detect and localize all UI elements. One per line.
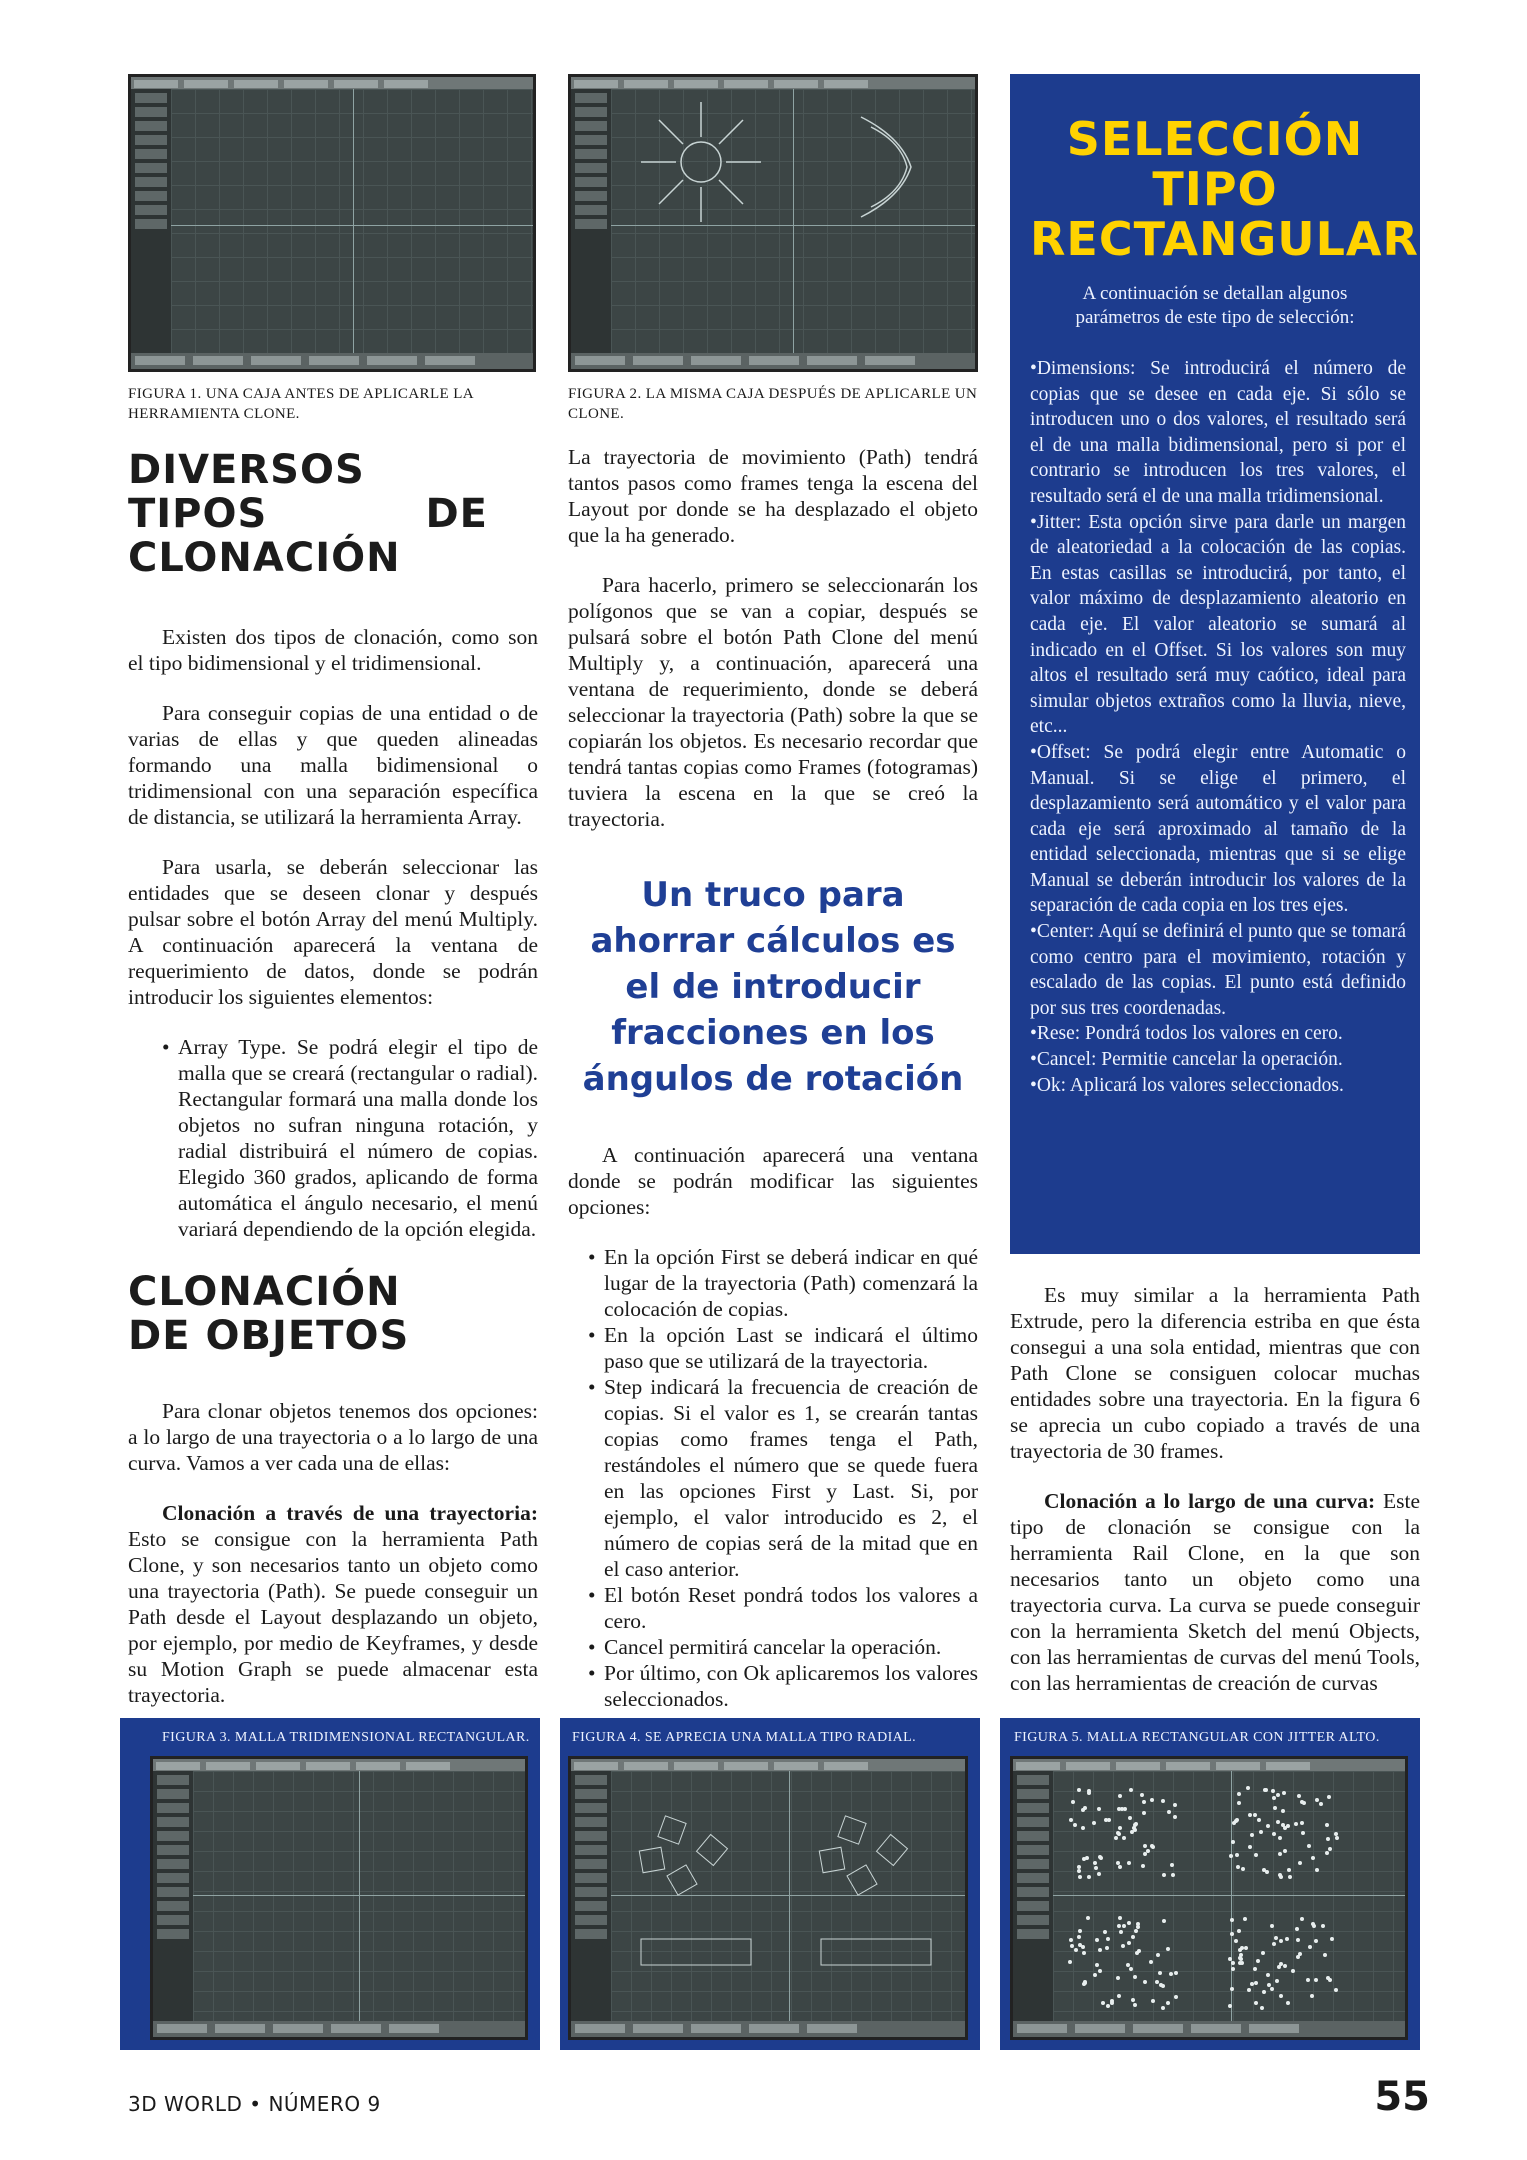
jitter-point [1086, 1916, 1090, 1920]
paragraph: A continuación aparecerá una ventana donde se podrán modificar las siguientes opciones: [568, 1143, 978, 1219]
column-1 [128, 448, 538, 1732]
jitter-point [1087, 1789, 1091, 1793]
jitter-point [1254, 1981, 1258, 1985]
jitter-point [1272, 1942, 1276, 1946]
jitter-point [1248, 1813, 1252, 1817]
jitter-point [1325, 1823, 1329, 1827]
jitter-point [1129, 1967, 1133, 1971]
jitter-point [1083, 1980, 1087, 1984]
jitter-point [1285, 1937, 1289, 1941]
jitter-point [1282, 1791, 1286, 1795]
list-item: • Cancel permitirá cancelar la operación. [582, 1634, 978, 1660]
paragraph: Para conseguir copias de una entidad o de varias de ellas y que queden alineadas formando una malla bidimensional o tridimensional con una separación específica de distancia, se utilizará la herramienta Array. [128, 701, 538, 829]
jitter-point [1250, 1833, 1254, 1837]
sidebar-item: •Ok: Aplicará los valores seleccionados. [1030, 1074, 1344, 1096]
figure-4 [560, 1718, 980, 2050]
jitter-point [1118, 1865, 1122, 1869]
jitter-point [1070, 1944, 1074, 1948]
jitter-point [1161, 1799, 1165, 1803]
jitter-point [1236, 1865, 1240, 1869]
jitter-point [1081, 1945, 1085, 1949]
jitter-point [1140, 1793, 1144, 1797]
radial-mesh-graphic [621, 1789, 961, 1989]
jitter-point [1237, 1792, 1241, 1796]
jitter-point [1166, 2001, 1170, 2005]
jitter-point [1131, 1998, 1135, 2002]
paragraph [1010, 1488, 1420, 1696]
jitter-point [1244, 1946, 1248, 1950]
page-number: 55 [1374, 2074, 1430, 2120]
jitter-point [1162, 1919, 1166, 1923]
jitter-point [1078, 1929, 1082, 1933]
jitter-point [1117, 1924, 1121, 1928]
figure-2-screenshot [568, 74, 978, 372]
jitter-point [1287, 1868, 1291, 1872]
sidebar-item: •Jitter: Esta opción sirve para darle un margen de aleatoriedad a la colocación de las copias. En estas casillas se introducirá, por tanto, el valor máximo de desplazamiento aleatorio en cada eje. El valor aleatorio se sumará al indicado en el Offset. Si los valores son muy altos el resultado será muy caótico, ideal para simular objetos extraños como la lluvia, nieve, etc... [1030, 511, 1406, 738]
jitter-point [1254, 1853, 1258, 1857]
jitter-point [1235, 1853, 1239, 1857]
jitter-point [1116, 1831, 1120, 1835]
jitter-point [1311, 1856, 1315, 1860]
jitter-point [1121, 1944, 1125, 1948]
sidebar-list [1030, 356, 1406, 1098]
paragraph-text: Esto se consigue con la herramienta Path Clone, y son necesarios tanto un objeto como una trayectoria (Path). Se puede conseguir un Path desde el Layout desplazando un objeto, por ejemplo, por medio de Keyframes, y desde su Motion Graph se puede almacenar esta trayectoria. [128, 1527, 538, 1707]
jitter-point [1241, 1867, 1245, 1871]
jitter-point [1277, 1965, 1281, 1969]
radial-copies-graphic [621, 97, 961, 227]
list-item: • Por último, con Ok aplicaremos los valores seleccionados. [582, 1660, 978, 1712]
jitter-point [1327, 1795, 1331, 1799]
sidebar-box [1010, 74, 1420, 1254]
jitter-point [1162, 1873, 1166, 1877]
figure-2-caption: FIGURA 2. LA MISMA CAJA DESPUÉS DE APLICARLE UN CLONE. [568, 386, 978, 422]
jitter-point [1230, 1987, 1234, 1991]
jitter-point [1286, 2001, 1290, 2005]
jitter-point [1103, 1930, 1107, 1934]
jitter-point [1323, 1953, 1327, 1957]
jitter-point [1259, 1830, 1263, 1834]
jitter-point [1134, 1929, 1138, 1933]
list-item: • Array Type. Se podrá elegir el tipo de malla que se creará (rectangular o radial). Rectangular formará una malla donde los objetos no sufran ninguna rotación, y radial distribuirá el número de copias. Elegido 360 grados, aplicando de forma automática el ángulo necesario, el menú variará dependiendo de la opción elegida. [156, 1034, 538, 1242]
jitter-point [1300, 1821, 1304, 1825]
jitter-point [1087, 1875, 1091, 1879]
jitter-point [1106, 1937, 1110, 1941]
jitter-point [1101, 2001, 1105, 2005]
column-3 [1010, 1282, 1420, 1720]
path-clone-options-list [582, 1244, 978, 1712]
jitter-point [1283, 1849, 1287, 1853]
jitter-point [1118, 1916, 1122, 1920]
jitter-point [1149, 1960, 1153, 1964]
jitter-point [1231, 1967, 1235, 1971]
jitter-point [1230, 1932, 1234, 1936]
jitter-point [1248, 1845, 1252, 1849]
jitter-point [1265, 1870, 1269, 1874]
jitter-point [1136, 1922, 1140, 1926]
jitter-point [1137, 1949, 1141, 1953]
jitter-point [1279, 1994, 1283, 1998]
jitter-point [1270, 1987, 1274, 1991]
figure-3 [120, 1718, 540, 2050]
run-in-heading: Clonación a lo largo de una curva: [1044, 1489, 1376, 1513]
jitter-point [1295, 1927, 1299, 1931]
list-item: • En la opción Last se indicará el último paso que se utilizará de la trayectoria. [582, 1322, 978, 1374]
figure-3-screenshot [150, 1756, 528, 2040]
jitter-point [1275, 1979, 1279, 1983]
jitter-point [1174, 1995, 1178, 1999]
jitter-point [1296, 1938, 1300, 1942]
jitter-point [1312, 1924, 1316, 1928]
jitter-point [1158, 1971, 1162, 1975]
jitter-point [1266, 1824, 1270, 1828]
footer-magazine-name: 3D WORLD • NÚMERO 9 [128, 2092, 381, 2116]
jitter-point [1110, 1999, 1114, 2003]
figure-5 [1000, 1718, 1420, 2050]
jitter-point [1097, 1807, 1101, 1811]
jitter-point [1273, 1806, 1277, 1810]
sidebar-item: •Cancel: Permitie cancelar la operación. [1030, 1049, 1343, 1071]
jitter-point [1231, 1840, 1235, 1844]
jitter-point [1092, 1821, 1096, 1825]
jitter-point [1161, 2006, 1165, 2010]
jitter-point [1120, 1807, 1124, 1811]
jitter-point [1262, 1868, 1266, 1872]
jitter-point [1261, 1951, 1265, 1955]
jitter-point [1173, 1803, 1177, 1807]
jitter-point [1077, 1935, 1081, 1939]
jitter-point [1098, 1969, 1102, 1973]
jitter-point [1150, 1844, 1154, 1848]
jitter-point [1143, 1844, 1147, 1848]
jitter-point [1095, 1938, 1099, 1942]
jitter-point [1074, 1948, 1078, 1952]
jitter-point [1078, 1875, 1082, 1879]
sidebar-item: •Rese: Pondrá todos los valores en cero. [1030, 1023, 1343, 1045]
jitter-point [1325, 1851, 1329, 1855]
jitter-point [1073, 1823, 1077, 1827]
jitter-point [1237, 1801, 1241, 1805]
jitter-point [1315, 1798, 1319, 1802]
jitter-point [1288, 1875, 1292, 1879]
jitter-point [1082, 1857, 1086, 1861]
jitter-point [1307, 1844, 1311, 1848]
jitter-point [1114, 1836, 1118, 1840]
jitter-point [1069, 1938, 1073, 1942]
jitter-point [1129, 1788, 1133, 1792]
jitter-point [1306, 1978, 1310, 1982]
jitter-point [1122, 1924, 1126, 1928]
jitter-point [1083, 1806, 1087, 1810]
jitter-point [1328, 1978, 1332, 1982]
paragraph: Para hacerlo, primero se seleccionarán los polígonos que se van a copiar, después se pulsará sobre el botón Path Clone del menú Multiply y, a continuación, aparecerá una ventana de requerimiento, donde se deberá seleccionar la trayectoria (Path) sobre la que se copiarán los objetos. Es necesario recordar que tendrá tantas copias como Frames (fotogramas) tuviera la escena en la que se creó la trayectoria. [568, 573, 978, 831]
jitter-point [1098, 1948, 1102, 1952]
sidebar-title: SELECCIÓN TIPO RECTANGULAR [1030, 112, 1419, 266]
jitter-point [1127, 1861, 1131, 1865]
jitter-point [1243, 1917, 1247, 1921]
jitter-point [1116, 1976, 1120, 1980]
jitter-point [1146, 1849, 1150, 1853]
jitter-point [1170, 1863, 1174, 1867]
jitter-point [1161, 1984, 1165, 1988]
jitter-point [1133, 1828, 1137, 1832]
paragraph: Para clonar objetos tenemos dos opciones: a lo largo de una trayectoria o a lo largo de una curva. Vamos a ver cada una de ellas: [128, 1399, 538, 1475]
sidebar-item: •Dimensions: Se introducirá el número de copias que se desee en cada eje. Si sólo se introducen uno o dos valores, el resultado será el de una malla bidimensional, pero si por el contrario se introducen los tres valores, el resultado será el de una malla tridimensional. [1030, 358, 1406, 507]
figure-1-screenshot [128, 74, 536, 372]
jitter-point [1105, 1946, 1109, 1950]
list-item: • Step indicará la frecuencia de creación de copias. Si el valor es 1, se crearán tantas copias como frames tenga el Path, restándoles el número que se quede fuera en las opciones First y Last. Si, por ejemplo, el valor introducido es 2, el número de copias será de la mitad que en el caso anterior. [582, 1374, 978, 1582]
jitter-point [1095, 1963, 1099, 1967]
jitter-point [1234, 1939, 1238, 1943]
jitter-point [1321, 1924, 1325, 1928]
figure-4-caption: FIGURA 4. SE APRECIA UNA MALLA TIPO RADIAL. [572, 1730, 917, 1745]
jitter-point [1142, 1800, 1146, 1804]
jitter-point [1300, 1917, 1304, 1921]
jitter-point [1247, 1988, 1251, 1992]
jitter-point [1071, 1800, 1075, 1804]
jitter-point [1256, 1959, 1260, 1963]
paragraph: Existen dos tipos de clonación, como son el tipo bidimensional y el tridimensional. [128, 625, 538, 675]
jitter-point [1171, 1873, 1175, 1877]
jitter-point [1314, 1978, 1318, 1982]
jitter-point [1278, 1836, 1282, 1840]
jitter-point [1253, 1813, 1257, 1817]
jitter-point [1133, 2003, 1137, 2007]
jitter-point [1246, 1786, 1250, 1790]
jitter-point [1283, 1964, 1287, 1968]
pull-quote: Un truco para ahorrar cálculos es el de introducir fracciones en los ángulos de rotación [582, 875, 964, 1099]
jitter-point [1167, 1810, 1171, 1814]
jitter-point [1231, 1961, 1235, 1965]
jitter-point [1310, 1994, 1314, 1998]
paragraph [128, 1500, 538, 1708]
jitter-point [1335, 1836, 1339, 1840]
jitter-point [1274, 1936, 1278, 1940]
jitter-point [1278, 1852, 1282, 1856]
jitter-point [1228, 2004, 1232, 2008]
jitter-point [1127, 1941, 1131, 1945]
jitter-point [1276, 1820, 1280, 1824]
jitter-point [1093, 1861, 1097, 1865]
jitter-point [1262, 1990, 1266, 1994]
jitter-point [1260, 2006, 1264, 2010]
jitter-point [1253, 1967, 1257, 1971]
jitter-point [1141, 1864, 1145, 1868]
jitter-point [1271, 1789, 1275, 1793]
array-type-list [156, 1034, 538, 1242]
jitter-point [1118, 1826, 1122, 1830]
jitter-point [1150, 1798, 1154, 1802]
jitter-point [1272, 1832, 1276, 1836]
jitter-point [1326, 1837, 1330, 1841]
jitter-point [1294, 1822, 1298, 1826]
jitter-point [1142, 1811, 1146, 1815]
jitter-point [1069, 1818, 1073, 1822]
jitter-point [1328, 1847, 1332, 1851]
jitter-point [1279, 1875, 1283, 1879]
jitter-point [1254, 2001, 1258, 2005]
jitter-point [1315, 1868, 1319, 1872]
jitter-point [1334, 1988, 1338, 1992]
jitter-point [1128, 1816, 1132, 1820]
jitter-point [1228, 1957, 1232, 1961]
jitter-point [1122, 1836, 1126, 1840]
paragraph-text: Este tipo de clonación se consigue con la herramienta Rail Clone, en la que son necesarios tanto un objeto como una trayectoria curva. La curva se puede conseguir con la herramienta Sketch del menú Objects, con las herramientas de curvas del menú Tools, con las herramientas de creación de curvas [1010, 1489, 1420, 1695]
paragraph: Es muy similar a la herramienta Path Extrude, pero la diferencia estriba en que ésta consegui a una sola entidad, mientras que con Path Clone se consiguen colocar muchas entidades sobre una trayectoria. En la figura 6 se aprecia un cubo copiado a través de una trayectoria de 30 frames. [1010, 1283, 1420, 1463]
heading-clonacion-objetos: CLONACIÓN DE OBJETOS [128, 1269, 410, 1359]
jitter-point [1093, 1973, 1097, 1977]
jitter-point [1266, 1973, 1270, 1977]
jitter-point [1298, 1952, 1302, 1956]
jitter-point [1319, 1802, 1323, 1806]
jitter-point [1082, 1951, 1086, 1955]
jitter-point [1330, 1937, 1334, 1941]
jitter-point [1291, 1969, 1295, 1973]
jitter-point [1131, 1935, 1135, 1939]
jitter-point [1334, 1832, 1338, 1836]
jitter-cloud-graphic [1053, 1771, 1405, 2021]
jitter-point [1077, 1788, 1081, 1792]
jitter-point [1143, 1852, 1147, 1856]
figure-4-screenshot [568, 1756, 968, 2040]
jitter-point [1283, 1826, 1287, 1830]
jitter-point [1068, 1960, 1072, 1964]
jitter-point [1077, 1869, 1081, 1873]
sidebar-item: •Center: Aquí se definirá el punto que se tomará como centro para el movimiento, rotación y escalado de las copias. El punto está definido por sus tres coordenadas. [1030, 921, 1406, 1019]
paragraph: La trayectoria de movimiento (Path) tendrá tantos pasos como frames tenga la escena del Layout por donde se ha desplazado el objeto que la ha generado. [568, 445, 978, 547]
sidebar-intro: A continuación se detallan algunos parámetros de este tipo de selección: [1075, 283, 1355, 328]
jitter-point [1127, 1921, 1131, 1925]
jitter-point [1232, 1821, 1236, 1825]
jitter-point [1281, 1809, 1285, 1813]
jitter-point [1098, 1855, 1102, 1859]
jitter-point [1270, 1924, 1274, 1928]
jitter-point [1156, 1953, 1160, 1957]
list-item: • El botón Reset pondrá todos los valores a cero. [582, 1582, 978, 1634]
jitter-point [1237, 1929, 1241, 1933]
jitter-point [1166, 1947, 1170, 1951]
jitter-point [1297, 1794, 1301, 1798]
sidebar-item: •Offset: Se podrá elegir entre Automatic o Manual. Si se elige el primero, el desplazamiento será automático y el valor para cada eje será aproximado al tamaño de la entidad seleccionada, mientras que si se elige Manual se deberán introducir los valores de la separación de cada copia en los tres ejes. [1030, 741, 1406, 917]
jitter-point [1308, 1945, 1312, 1949]
figure-3-caption: FIGURA 3. MALLA TRIDIMENSIONAL RECTANGULAR. [162, 1730, 530, 1745]
jitter-point [1117, 1994, 1121, 1998]
paragraph: Para usarla, se deberán seleccionar las entidades que se deseen clonar y después pulsar sobre el botón Array del menú Multiply. A continuación aparecerá la ventana de requerimiento de datos, donde se podrán introducir los siguientes elementos: [128, 855, 538, 1009]
figure-5-caption: FIGURA 5. MALLA RECTANGULAR CON JITTER ALTO. [1014, 1730, 1380, 1745]
jitter-point [1104, 1818, 1108, 1822]
jitter-point [1314, 1939, 1318, 1943]
jitter-point [1118, 1794, 1122, 1798]
jitter-point [1230, 1918, 1234, 1922]
jitter-point [1279, 1939, 1283, 1943]
jitter-point [1264, 1788, 1268, 1792]
figure-5-screenshot [1010, 1756, 1408, 2040]
jitter-point [1133, 1975, 1137, 1979]
jitter-point [1302, 1801, 1306, 1805]
jitter-point [1229, 1854, 1233, 1858]
jitter-point [1276, 1793, 1280, 1797]
jitter-point [1119, 1930, 1123, 1934]
figure-1-caption: FIGURA 1. UNA CAJA ANTES DE APLICARLE LA HERRAMIENTA CLONE. [128, 386, 474, 422]
jitter-point [1301, 1831, 1305, 1835]
list-item: • En la opción First se deberá indicar en qué lugar de la trayectoria (Path) comenzará la colocación de copias. [582, 1244, 978, 1322]
jitter-point [1169, 1972, 1173, 1976]
jitter-point [1081, 1826, 1085, 1830]
jitter-point [1143, 1980, 1147, 1984]
jitter-point [1173, 1815, 1177, 1819]
jitter-point [1106, 2004, 1110, 2008]
column-2 [568, 444, 978, 1712]
jitter-point [1238, 1961, 1242, 1965]
heading-tipos-clonacion: DIVERSOS TIPOS DE CLONACIÓN [128, 447, 488, 581]
jitter-point [1298, 1861, 1302, 1865]
run-in-heading: Clonación a través de una trayectoria: [162, 1501, 538, 1525]
jitter-point [1097, 1872, 1101, 1876]
jitter-point [1174, 1971, 1178, 1975]
jitter-point [1151, 1999, 1155, 2003]
jitter-point [1267, 1983, 1271, 1987]
jitter-point [1094, 1866, 1098, 1870]
jitter-point [1257, 1818, 1261, 1822]
